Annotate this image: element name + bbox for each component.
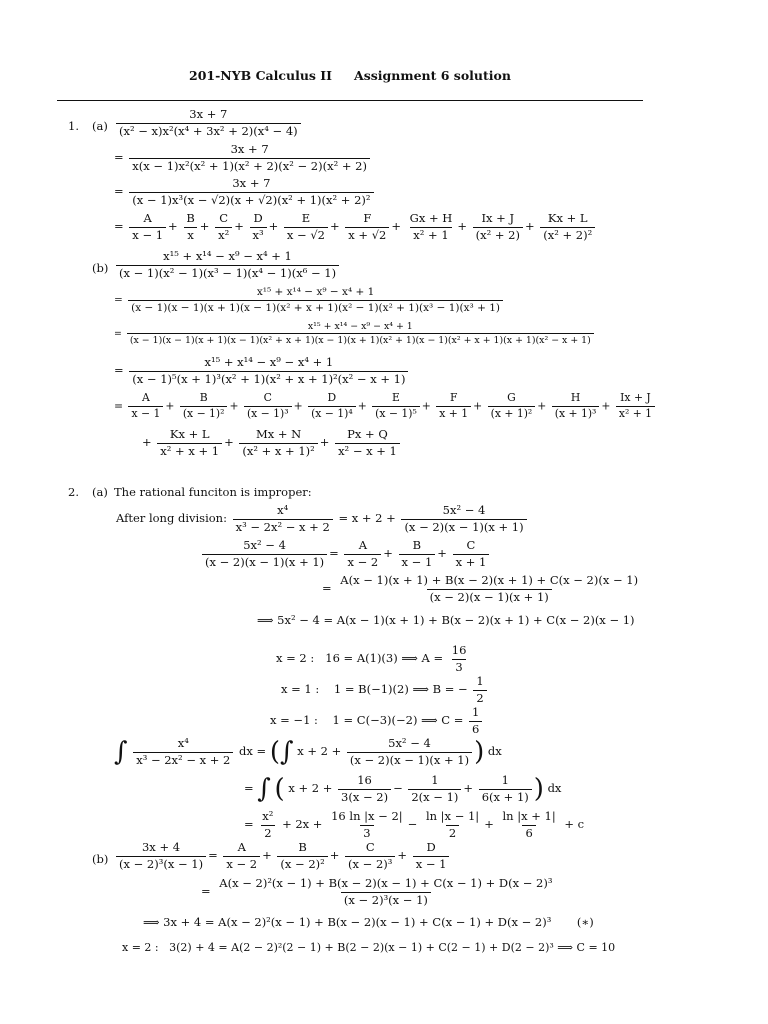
fraction: [423, 811, 482, 839]
numerator: B: [412, 538, 422, 552]
question-1-number: 1.: [68, 119, 79, 133]
numerator: F: [363, 211, 372, 225]
fraction: [413, 842, 450, 870]
header-divider: [57, 100, 643, 101]
numerator: Kx + L: [169, 427, 210, 441]
q1b-line-5: = $\frac{A}{x - 1}$ + $\frac{B}{\text{(x − 1)²}}$ + $\frac{C}{\text{(x − 1)³}}$ + $\frac{D}{\text{(x − 1)⁴}}$ + $\frac{E}{\text{(x − 1)⁵}}$ + $\frac{F}{x + 1}$ + $\frac{G}{\text{(x + 1)²}}$ + $\frac{H}{\text{(x + 1)³}}$ + $\frac{Ix + J}{\text{x² + 1}}$: [114, 393, 657, 420]
numerator: A: [237, 840, 246, 854]
q2a-integral-2: = ∫ ( x + 2 + $\frac{16}{3(x - 2)}$ − $\frac{1}{2(x - 1)}$ + $\frac{1}{6(x + 1)}$ ) dx: [244, 773, 562, 804]
fraction: [244, 393, 292, 420]
numerator: B: [199, 391, 208, 404]
denominator: 6: [522, 825, 535, 840]
numerator: 1: [501, 773, 509, 787]
denominator: (x + 1)²: [488, 406, 536, 420]
fraction: [116, 109, 301, 137]
numerator: ln |x + 1|: [502, 809, 556, 823]
fraction: [616, 393, 655, 420]
fraction: [345, 842, 395, 870]
denominator: x + 1: [436, 406, 471, 420]
fraction: [277, 842, 327, 870]
fraction: [128, 393, 163, 420]
numerator: D: [426, 840, 436, 854]
numerator: A: [142, 391, 150, 404]
q2b-substitution: x = 2 : 3(2) + 4 = A(2 − 2)²(2 − 1) + B(2 − 2)(x − 1) + C(2 − 1) + D(2 − 2)³ ⟹ C = 10: [122, 941, 616, 954]
fraction: [223, 842, 260, 870]
fraction: [116, 842, 206, 870]
denominator: x − 1: [128, 406, 163, 420]
fraction: [473, 213, 523, 241]
denominator: (x − 1)³: [244, 406, 292, 420]
denominator: 2: [473, 690, 486, 705]
numerator: x¹⁵ + x¹⁴ − x⁹ − x⁴ + 1: [204, 355, 334, 369]
numerator: 1: [472, 705, 480, 719]
fraction: [499, 811, 558, 839]
bracket: ): [533, 774, 544, 804]
fraction: [552, 393, 600, 420]
denominator: x(x − 1)x²(x² + 1)(x² + 2)(x² − 2)(x² + 2): [129, 158, 370, 173]
fraction: [129, 178, 373, 206]
denominator: x + 1: [453, 554, 490, 569]
denominator: x − 2: [223, 856, 260, 871]
q2a-sub-2: x = 1 : 1 = B(−1)(2) ⟹ B = − $\frac{1}{2}$: [281, 676, 489, 704]
numerator: 3x + 4: [141, 840, 181, 854]
numerator: x²: [262, 809, 274, 823]
fraction: [338, 775, 391, 803]
q1b-line-4: = $\frac{\text{x¹⁵ + x¹⁴ − x⁹ − x⁴ + 1}}{\text{(x − 1)⁵(x + 1)³(x² + 1)(x² + x + 1)²(x² − x + 1)}}$: [114, 357, 410, 385]
page-title: [0, 68, 700, 83]
question-2-number: 2.: [68, 485, 79, 499]
fraction: [116, 251, 339, 279]
numerator: Mx + N: [255, 427, 302, 441]
numerator: A(x − 1)(x + 1) + B(x − 2)(x + 1) + C(x − 2)(x − 1): [340, 573, 639, 587]
fraction: [344, 540, 381, 568]
fraction: [129, 357, 408, 385]
denominator: 6(x + 1): [479, 789, 532, 804]
denominator: x − 1: [129, 227, 166, 242]
fraction: [436, 393, 471, 420]
fraction: [449, 645, 470, 673]
q2a-integral-3: = $\frac{\text{x²}}{2}$ + 2x + $\frac{16 \ln |x - 2|}{3}$ − $\frac{\ln |x - 1|}{2}$ + $\frac{\ln |x + 1|}{6}$ + c: [244, 809, 585, 840]
denominator: (x − 1)⁴: [308, 406, 356, 420]
q2b-combined: = $\frac{\text{A(x − 2)²(x − 1) + B(x − 2)(x − 1) + C(x − 1) + D(x − 2)³}}{\text{(x − 2)³(x − 1)}}$: [201, 878, 557, 906]
fraction: [488, 393, 536, 420]
fraction: [216, 878, 555, 906]
numerator: D: [327, 391, 337, 404]
fraction: [469, 707, 482, 735]
denominator: (x − 1)(x − 1)(x + 1)(x − 1)(x² + x + 1)(x² − 1)(x² + 1)(x³ − 1)(x³ + 1): [128, 300, 503, 314]
fraction: [250, 213, 267, 241]
fraction: [479, 775, 532, 803]
numerator: F: [449, 391, 458, 404]
q1b-line-6: + $\frac{Kx + L}{\text{x² + x + 1}}$ + $\frac{Mx + N}{\text{(x² + x + 1)²}}$ + $\frac{Px + Q}{\text{x² − x + 1}}$: [142, 429, 402, 457]
fraction: [335, 429, 400, 457]
q2a-long-division: After long division: $\frac{\text{x⁴}}{\text{x³ − 2x² − x + 2}}$ = x + 2 + $\frac{\text{5x² − 4}}{(x - 2)(x - 1)(x + 1)}$: [116, 505, 529, 533]
fraction: [233, 505, 333, 533]
numerator: 3x + 7: [230, 142, 269, 156]
numerator: x¹⁵ + x¹⁴ − x⁹ − x⁴ + 1: [307, 321, 413, 332]
numerator: 16: [357, 773, 372, 787]
numerator: 5x² − 4: [388, 736, 431, 750]
q1b-line-1: [114, 251, 341, 279]
fraction: [202, 540, 327, 568]
fraction: [157, 429, 222, 457]
denominator: (x + 1)³: [552, 406, 600, 420]
numerator: B: [298, 840, 307, 854]
q2b-partial-fractions: $\frac{3x + 4}{\text{(x − 2)³(x − 1)}}$ = $\frac{A}{x - 2}$ + $\frac{B}{\text{(x − 2)²}}$ + $\frac{C}{\text{(x − 2)³}}$ + $\frac{D}{x - 1}$: [114, 842, 451, 870]
bracket: ∫: [257, 774, 271, 804]
numerator: E: [392, 391, 400, 404]
fraction: [183, 213, 197, 241]
numerator: Ix + J: [620, 391, 651, 404]
denominator: (x² − x)x²(x⁴ + 3x² + 2)(x⁴ − 4): [116, 123, 301, 138]
bracket: (: [269, 737, 280, 767]
q1a-line-2: = $\frac{3x + 7}{\text{x(x − 1)x²(x² + 1)(x² + 2)(x² − 2)(x² + 2)}}$: [114, 144, 372, 172]
denominator: (x² + x + 1)²: [239, 443, 317, 458]
q1b-line-2: = x¹⁵ + x¹⁴ − x⁹ − x⁴ + 1 (x − 1)(x − 1)(x + 1)(x − 1)(x² + x + 1)(x² − 1)(x² + 1)(x³ − 1)(x³ + 1): [114, 287, 505, 313]
bracket: ): [474, 737, 485, 767]
numerator: 5x² − 4: [243, 538, 286, 552]
fraction: [345, 213, 389, 241]
q2a-sub-1: x = 2 : 16 = A(1)(3) ⟹ A = $\frac{16}{3}$: [276, 645, 471, 673]
fraction: [180, 393, 228, 420]
fraction: [337, 575, 641, 603]
denominator: x − 1: [399, 554, 436, 569]
denominator: (x − 1)(x² − 1)(x³ − 1)(x⁴ − 1)(x⁶ − 1): [116, 265, 339, 280]
numerator: 5x² − 4: [442, 503, 486, 517]
numerator: ln |x − 1|: [425, 809, 480, 823]
bracket: (: [274, 774, 285, 804]
denominator: (x − 2)³: [345, 856, 395, 871]
equation-tag: (∗): [576, 915, 594, 929]
fraction: [328, 811, 406, 839]
fraction: [453, 540, 490, 568]
denominator: x − 2: [344, 554, 381, 569]
q2b-label: (b): [92, 852, 109, 866]
denominator: 2(x − 1): [408, 789, 461, 804]
numerator: G: [507, 391, 516, 404]
numerator: E: [301, 211, 311, 225]
numerator: B: [186, 211, 195, 225]
q2a-intro: The rational funciton is improper:: [114, 485, 312, 499]
q2a-sub-3: x = −1 : 1 = C(−3)(−2) ⟹ C = $\frac{1}{6}$: [270, 707, 484, 735]
fraction: [128, 287, 503, 313]
denominator: x³ − 2x² − x + 2: [233, 519, 333, 534]
fraction: [129, 213, 166, 241]
fraction: [133, 738, 233, 766]
denominator: (x² + 2): [473, 227, 523, 242]
fraction: [372, 393, 420, 420]
denominator: (x − 2)²: [277, 856, 327, 871]
denominator: 2: [261, 825, 274, 840]
denominator: (x − 2)(x − 1)(x + 1): [347, 752, 472, 767]
numerator: x⁴: [177, 736, 189, 750]
q1a-line-3: = $\frac{3x + 7}{\text{(x − 1)x³(x − √2)(x + √2)(x² + 1)(x² + 2)²}}$: [114, 178, 376, 206]
denominator: (x² + 2)²: [540, 227, 595, 242]
numerator: C: [466, 538, 476, 552]
numerator: 1: [476, 674, 484, 688]
denominator: (x − 1)²: [180, 406, 228, 420]
numerator: 16: [451, 643, 467, 657]
assignment-title: Assignment 6 solution: [354, 68, 511, 83]
denominator: 2: [446, 825, 459, 840]
numerator: 3x + 7: [189, 107, 228, 121]
numerator: D: [253, 211, 263, 225]
fraction: [284, 213, 328, 241]
numerator: A(x − 2)²(x − 1) + B(x − 2)(x − 1) + C(x − 1) + D(x − 2)³: [219, 876, 553, 890]
denominator: (x − 2)³(x − 1): [341, 892, 431, 907]
q1b-line-3: = x¹⁵ + x¹⁴ − x⁹ − x⁴ + 1 (x − 1)(x − 1)(x + 1)(x − 1)(x² + x + 1)(x − 1)(x + 1)(x² + 1)(x − 1)(x² + x + 1)(x + 1)(x² − x + 1): [114, 322, 596, 346]
fraction: [308, 393, 356, 420]
numerator: Gx + H: [409, 211, 453, 225]
q2a-label: (a): [92, 485, 108, 499]
denominator: (x − 2)³(x − 1): [116, 856, 206, 871]
denominator: x² + 1: [410, 227, 451, 242]
fraction: [399, 540, 436, 568]
numerator: x¹⁵ + x¹⁴ − x⁹ − x⁴ + 1: [163, 249, 292, 263]
numerator: Kx + L: [547, 211, 588, 225]
numerator: 16 ln |x − 2|: [331, 809, 403, 823]
denominator: (x − 1)⁵: [372, 406, 420, 420]
fraction: [127, 322, 594, 346]
denominator: 3: [452, 659, 465, 674]
q2b-identity: ⟹ 3x + 4 = A(x − 2)²(x − 1) + B(x − 2)(x − 1) + C(x − 1) + D(x − 2)³ (∗): [143, 915, 594, 929]
fraction: [540, 213, 595, 241]
fraction: [408, 775, 461, 803]
fraction: [129, 144, 370, 172]
fraction: [215, 213, 232, 241]
numerator: A: [143, 211, 152, 225]
fraction: [407, 213, 456, 241]
q1a-line-4: = $\frac{A}{x - 1}$ + $\frac{B}{x}$ + $\frac{C}{\text{x²}}$ + $\frac{D}{\text{x³}}$ + $\frac{E}{x - √2}$ + $\frac{F}{x + √2}$ + $\frac{Gx + H}{\text{x² + 1}}$ + $\frac{Ix + J}{\text{(x² + 2)}}$ + $\frac{Kx + L}{\text{(x² + 2)²}}$: [114, 213, 597, 241]
denominator: (x − 2)(x − 1)(x + 1): [401, 519, 526, 534]
numerator: A: [358, 538, 367, 552]
denominator: (x − 1)(x − 1)(x + 1)(x − 1)(x² + x + 1)(x − 1)(x + 1)(x² + 1)(x − 1)(x² + x + 1)(x + 1)(x² − x + 1): [127, 333, 594, 345]
numerator: C: [219, 211, 229, 225]
denominator: x² − x + 1: [335, 443, 400, 458]
q2a-partial-fractions: $\frac{\text{5x² − 4}}{(x - 2)(x - 1)(x + 1)}$ = $\frac{A}{x - 2}$ + $\frac{B}{x - 1}$ + $\frac{C}{x + 1}$: [200, 540, 491, 568]
q2a-combined: = $\frac{A(x - 1)(x + 1) + B(x - 2)(x + 1) + C(x - 2)(x - 1)}{(x - 2)(x - 1)(x + 1)}$: [322, 575, 643, 603]
numerator: x⁴: [277, 503, 289, 517]
numerator: C: [263, 391, 272, 404]
q1b-label: (b): [92, 261, 109, 275]
denominator: (x − 2)(x − 1)(x + 1): [202, 554, 327, 569]
numerator: x¹⁵ + x¹⁴ − x⁹ − x⁴ + 1: [256, 286, 375, 298]
q2a-identity: ⟹ 5x² − 4 = A(x − 1)(x + 1) + B(x − 2)(x + 1) + C(x − 2)(x − 1): [257, 613, 635, 627]
fraction: [239, 429, 317, 457]
numerator: Px + Q: [347, 427, 388, 441]
denominator: x − √2: [284, 227, 328, 242]
q1a-label: (a): [92, 119, 108, 133]
fraction: [473, 676, 486, 704]
q1a-line-1: [114, 109, 303, 137]
denominator: x² + 1: [616, 406, 655, 420]
denominator: x³ − 2x² − x + 2: [133, 752, 233, 767]
course-name: 201-NYB Calculus II: [189, 68, 332, 83]
fraction: [259, 811, 276, 839]
denominator: 3: [360, 825, 373, 840]
integral-sign: ∫: [114, 737, 128, 767]
numerator: Ix + J: [481, 211, 515, 225]
denominator: x² + x + 1: [157, 443, 222, 458]
fraction: [347, 738, 472, 766]
bracket: ∫: [279, 737, 294, 767]
denominator: x²: [215, 227, 232, 242]
fraction: [401, 505, 526, 533]
denominator: 6: [469, 721, 482, 736]
denominator: 3(x − 2): [338, 789, 391, 804]
denominator: (x − 1)x³(x − √2)(x + √2)(x² + 1)(x² + 2)²: [129, 192, 373, 207]
q2a-integral-1: ∫ $\frac{\text{x⁴}}{\text{x³ − 2x² − x + 2}}$ dx = (∫ x + 2 + $\frac{\text{5x² − 4}}{(x - 2)(x - 1)(x + 1)}$ ) dx: [114, 736, 502, 767]
denominator: x − 1: [413, 856, 450, 871]
numerator: 1: [431, 773, 439, 787]
denominator: x: [184, 227, 197, 242]
denominator: x³: [250, 227, 267, 242]
numerator: H: [570, 391, 581, 404]
denominator: (x − 1)⁵(x + 1)³(x² + 1)(x² + x + 1)²(x² − x + 1): [129, 371, 408, 386]
numerator: C: [365, 840, 375, 854]
denominator: x + √2: [345, 227, 389, 242]
numerator: 3x + 7: [232, 176, 271, 190]
denominator: (x − 2)(x − 1)(x + 1): [427, 589, 552, 604]
